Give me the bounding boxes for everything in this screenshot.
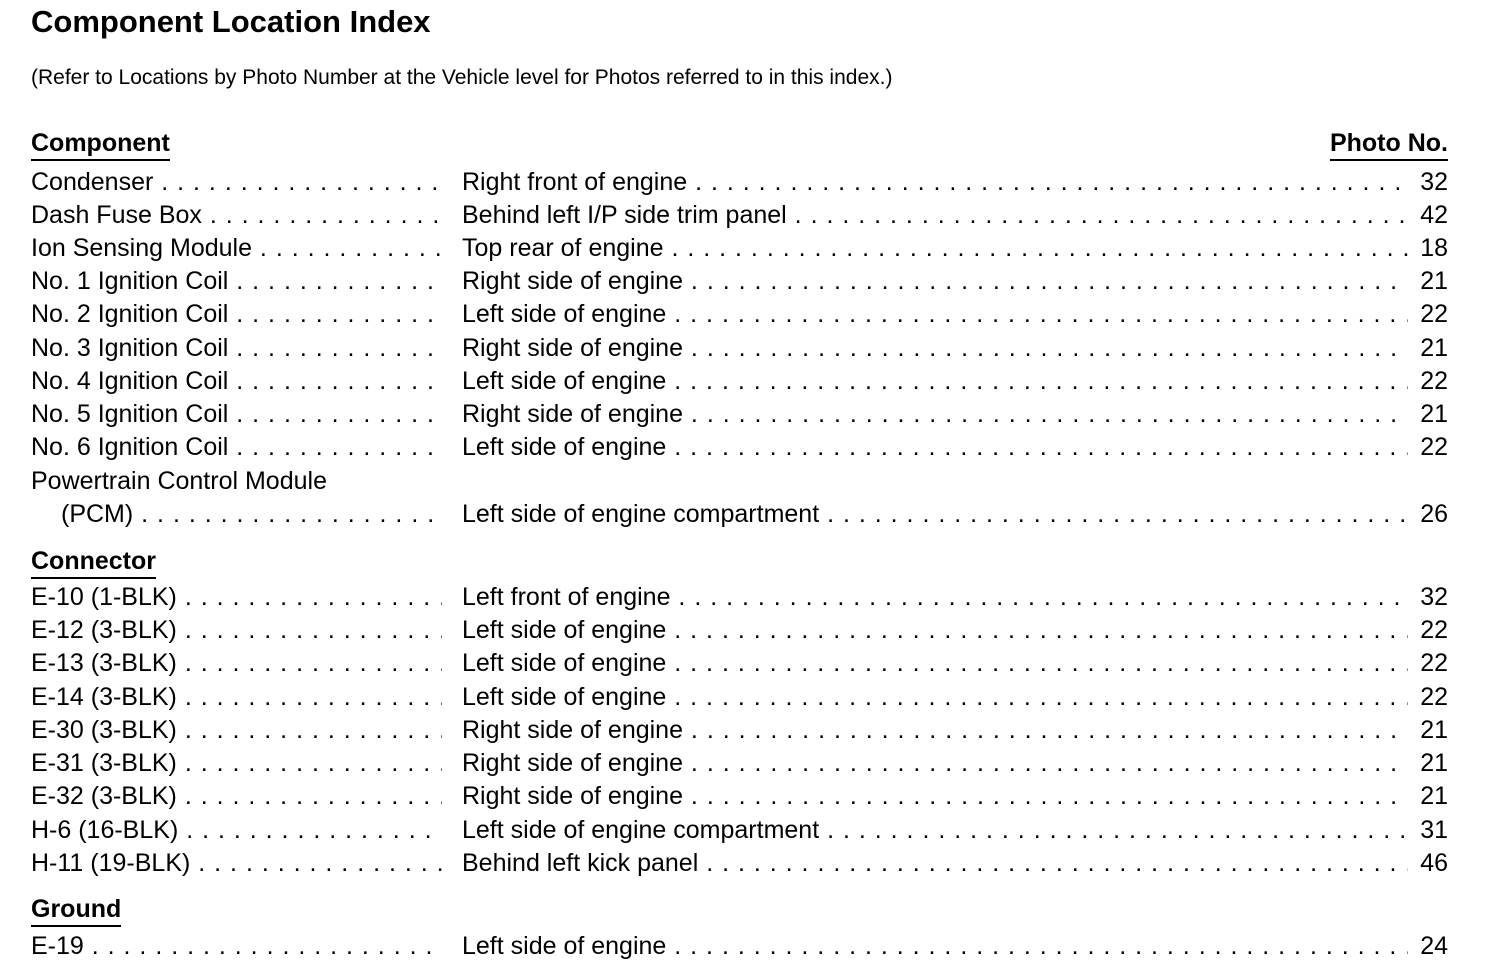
table-row <box>31 780 1448 813</box>
photo-number: 21 <box>1420 400 1448 428</box>
table-row <box>31 647 1448 680</box>
photo-number: 21 <box>1420 782 1448 810</box>
table-row <box>31 847 1448 880</box>
photo-number: 32 <box>1420 168 1448 196</box>
connector-section-heading: Connector <box>31 546 156 579</box>
table-row <box>31 747 1448 780</box>
photo-number: 21 <box>1420 334 1448 362</box>
table-row <box>31 232 1448 265</box>
connector-location: Left side of engine . . . <box>462 614 1408 647</box>
table-row <box>31 332 1448 365</box>
component-location: Right side of engine . . . <box>462 265 1408 298</box>
connector-location: Right side of engine . . . <box>462 780 1408 813</box>
component-location: Left side of engine compartment . . . <box>462 498 1408 531</box>
component-name: No. 2 Ignition Coil . . . <box>31 298 442 331</box>
connector-name: E-14 (3-BLK) . . . <box>31 681 442 714</box>
table-row <box>31 199 1448 232</box>
component-location: Left side of engine . . . <box>462 298 1408 331</box>
component-location: Behind left I/P side trim panel . . . <box>462 199 1408 232</box>
table-row <box>31 714 1448 747</box>
connector-name: H-6 (16-BLK) . . . <box>31 814 442 847</box>
component-name: Condenser . . . <box>31 166 442 199</box>
table-row <box>31 930 1448 963</box>
connector-location: Left front of engine . . . <box>462 581 1408 614</box>
component-name: No. 4 Ignition Coil . . . <box>31 365 442 398</box>
photo-number: 21 <box>1420 267 1448 295</box>
component-location: Left side of engine . . . <box>462 365 1408 398</box>
ground-name: E-19 . . . <box>31 930 442 963</box>
table-row <box>31 398 1448 431</box>
table-row <box>31 431 1448 464</box>
connector-name: E-12 (3-BLK) . . . <box>31 614 442 647</box>
page-subtitle: (Refer to Locations by Photo Number at the Vehicle level for Photos referred to in this index.) <box>31 66 893 89</box>
component-name: Dash Fuse Box . . . <box>31 199 442 232</box>
component-location: Top rear of engine . . . <box>462 232 1408 265</box>
connector-location: Right side of engine . . . <box>462 714 1408 747</box>
table-row <box>31 581 1448 614</box>
component-location: Right side of engine . . . <box>462 332 1408 365</box>
ground-section-heading: Ground <box>31 894 121 927</box>
photo-no-column-header: Photo No. <box>1330 128 1448 161</box>
photo-number: 22 <box>1420 616 1448 644</box>
photo-number: 24 <box>1420 932 1448 960</box>
component-name: No. 5 Ignition Coil . . . <box>31 398 442 431</box>
photo-number: 22 <box>1420 433 1448 461</box>
photo-number: 31 <box>1420 816 1448 844</box>
photo-number: 21 <box>1420 716 1448 744</box>
component-name-continued: (PCM) . . . <box>31 498 442 531</box>
page-title: Component Location Index <box>31 4 431 39</box>
component-name: Ion Sensing Module . . . <box>31 232 442 265</box>
photo-number: 46 <box>1420 849 1448 877</box>
table-row <box>31 166 1448 199</box>
photo-number: 22 <box>1420 683 1448 711</box>
component-name: No. 6 Ignition Coil . . . <box>31 431 442 464</box>
table-row <box>31 265 1448 298</box>
photo-number: 22 <box>1420 649 1448 677</box>
component-name: Powertrain Control Module <box>31 467 327 495</box>
photo-number: 21 <box>1420 749 1448 777</box>
photo-number: 22 <box>1420 367 1448 395</box>
connector-name: E-10 (1-BLK) . . . <box>31 581 442 614</box>
component-location: Left side of engine . . . <box>462 431 1408 464</box>
table-row-pcm-line1 <box>31 465 1448 498</box>
component-name: No. 3 Ignition Coil . . . <box>31 332 442 365</box>
table-row <box>31 681 1448 714</box>
photo-number: 42 <box>1420 201 1448 229</box>
connector-location: Behind left kick panel . . . <box>462 847 1408 880</box>
ground-location: Left side of engine . . . <box>462 930 1408 963</box>
table-row <box>31 614 1448 647</box>
photo-number: 32 <box>1420 583 1448 611</box>
connector-location: Right side of engine . . . <box>462 747 1408 780</box>
component-location: Right side of engine . . . <box>462 398 1408 431</box>
connector-location: Left side of engine compartment . . . <box>462 814 1408 847</box>
photo-number: 26 <box>1420 500 1448 528</box>
component-location: Right front of engine . . . <box>462 166 1408 199</box>
photo-number: 22 <box>1420 300 1448 328</box>
connector-name: H-11 (19-BLK) . . . <box>31 847 442 880</box>
connector-location: Left side of engine . . . <box>462 647 1408 680</box>
table-row <box>31 814 1448 847</box>
connector-name: E-32 (3-BLK) . . . <box>31 780 442 813</box>
component-name: No. 1 Ignition Coil . . . <box>31 265 442 298</box>
table-row-pcm-line2 <box>31 498 1448 531</box>
connector-location: Left side of engine . . . <box>462 681 1408 714</box>
table-row <box>31 298 1448 331</box>
connector-name: E-13 (3-BLK) . . . <box>31 647 442 680</box>
connector-name: E-31 (3-BLK) . . . <box>31 747 442 780</box>
table-row <box>31 365 1448 398</box>
connector-name: E-30 (3-BLK) . . . <box>31 714 442 747</box>
photo-number: 18 <box>1420 234 1448 262</box>
component-column-header: Component <box>31 128 170 161</box>
